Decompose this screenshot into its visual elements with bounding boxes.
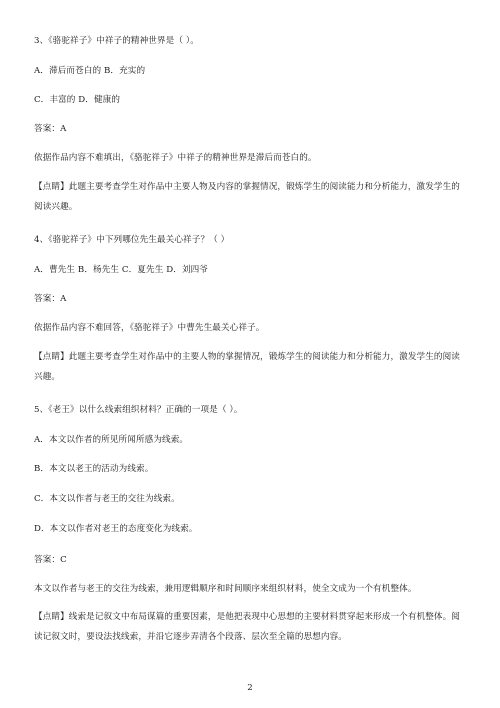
question-3-answer: 答案：A: [34, 124, 67, 134]
question-5-option-c: C．本文以作者与老王的交往为线索。: [34, 494, 180, 504]
question-3-options-cd: C．丰富的 D．健康的: [34, 95, 121, 105]
question-5: 5、《老王》以什么线索组织材料？正确的一项是（ ）。: [34, 405, 243, 415]
question-3-explanation: 依据作品内容不难填出，《骆驼祥子》中祥子的精神世界是滞后而苍白的。: [34, 153, 317, 163]
question-5-option-a: A．本文以作者的所见所闻所感为线索。: [34, 435, 189, 445]
question-4-answer: 答案：A: [34, 294, 67, 304]
question-5-explanation: 本文以作者与老王的交往为线索，兼用逻辑顺序和时间顺序来组织材料，使全文成为一个有机整体。: [34, 584, 417, 594]
question-5-option-b: B．本文以老王的活动为线索。: [34, 464, 154, 474]
question-5-option-d: D．本文以作者对老王的态度变化为线索。: [34, 524, 198, 534]
question-3-options-ab: A．滞后而苍白的 B．充实的: [34, 66, 146, 76]
page-number: 2: [247, 683, 253, 693]
question-3: 3、《骆驼祥子》中祥子的精神世界是（ ）。: [34, 36, 199, 46]
question-4-options: A．曹先生 B．杨先生 C．夏先生 D．刘四爷: [34, 265, 208, 275]
question-5-comment: 【点睛】线索是记叙文中布局谋篇的重要因素，是他把表现中心思想的主要材料贯穿起来形成一个有机整体。阅读记叙文时，要设法找线索，并沿它逐步弄清各个段落、层次至全篇的思想内容。: [34, 612, 460, 642]
question-5-answer: 答案：C: [34, 555, 67, 565]
question-4: 4、《骆驼祥子》中下列哪位先生最关心祥子？（ ）: [34, 235, 230, 245]
question-4-explanation: 依据作品内容不难回答，《骆驼祥子》中曹先生最关心祥子。: [34, 323, 265, 333]
question-4-comment: 【点睛】此题主要考查学生对作品中的主要人物的掌握情况，锻炼学生的阅读能力和分析能力，激发学生的阅读兴趣。: [34, 352, 460, 382]
question-3-comment: 【点睛】此题主要考查学生对作品中主要人物及内容的掌握情况，锻炼学生的阅读能力和分析能力，激发学生的阅读兴趣。: [34, 182, 460, 212]
